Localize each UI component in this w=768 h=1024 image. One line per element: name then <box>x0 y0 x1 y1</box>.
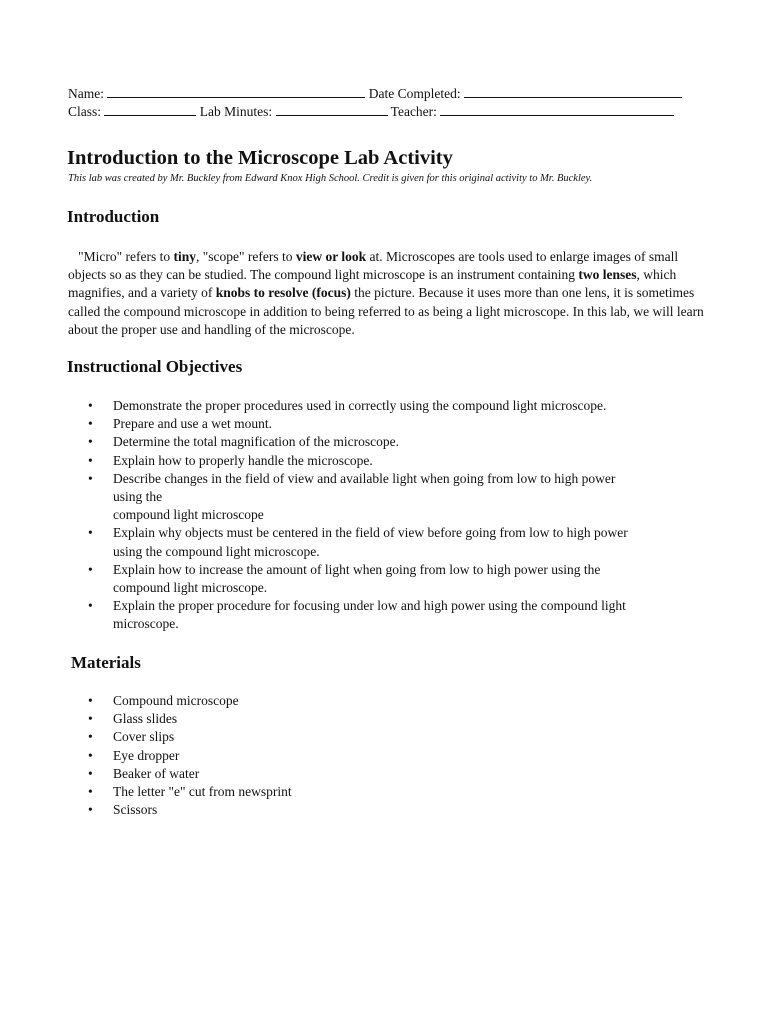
lab-minutes-blank <box>276 103 388 116</box>
objective-line: compound light microscope. <box>113 580 268 596</box>
intro-text-run: at. Microscopes are tools used to enlarge images of small objects so as they can be studied. The compound light microscope is an instrument containing <box>68 249 679 283</box>
intro-text-run: , "scope" refers to <box>196 249 296 264</box>
objective-line: using the <box>113 489 163 505</box>
intro-text-run: the picture. Because it uses more than one lens, it is sometimes called the compound microscope in addition to being referred to as being a light microscope. In this lab, we will learn about the proper use and handling of the microscope. <box>68 285 704 337</box>
intro-bold-term: tiny <box>173 249 197 264</box>
material-item: • Eye dropper <box>68 747 468 765</box>
class-blank <box>104 103 196 116</box>
class-label: Class: <box>68 104 102 119</box>
material-item: • Glass slides <box>68 710 468 728</box>
teacher-blank <box>440 103 674 116</box>
objectives-list <box>68 397 688 634</box>
objective-item <box>68 452 688 470</box>
objective-line: Determine the total magnification of the microscope. <box>113 434 400 450</box>
material-item: • Cover slips <box>68 728 468 746</box>
intro-text-run: , which magnifies, and a variety of <box>68 267 677 301</box>
intro-bold-term: view or look <box>295 249 367 264</box>
objective-item <box>68 397 688 415</box>
lab-minutes-label: Lab Minutes: <box>199 104 273 119</box>
objective-line: Explain how to increase the amount of light when going from low to high power using the <box>113 561 601 577</box>
introduction-paragraph <box>68 248 708 339</box>
date-completed-label: Date Completed: <box>368 86 461 101</box>
objective-line: Prepare and use a wet mount. <box>113 416 272 432</box>
objective-line: Explain why objects must be centered in the field of view before going from low to high power <box>113 525 628 541</box>
introduction-heading: Introduction <box>67 207 160 226</box>
material-item: • Compound microscope <box>68 692 468 710</box>
objective-item <box>68 597 688 633</box>
header-row-2 <box>68 103 674 120</box>
objective-item <box>68 524 688 560</box>
name-blank <box>107 85 365 98</box>
intro-text-run: "Micro" refers to <box>78 249 174 264</box>
intro-bold-term: knobs to resolve (focus) <box>215 285 351 301</box>
material-item: • Beaker of water <box>68 765 468 783</box>
date-completed-blank <box>464 85 682 98</box>
objective-item <box>68 470 688 525</box>
objective-line: Demonstrate the proper procedures used in correctly using the compound light microscope. <box>113 398 607 413</box>
objectives-heading: Instructional Objectives <box>67 357 243 376</box>
objective-line: Explain how to properly handle the microscope. <box>113 452 373 468</box>
objective-item <box>68 433 688 451</box>
objective-line: compound light microscope <box>113 507 264 523</box>
teacher-label: Teacher: <box>390 104 437 119</box>
materials-list <box>68 692 468 819</box>
name-label: Name: <box>68 86 104 101</box>
objective-item <box>68 415 688 433</box>
document-title: Introduction to the Microscope Lab Activity <box>67 147 453 169</box>
material-item: • The letter "e" cut from newsprint <box>68 783 468 801</box>
credit-note: This lab was created by Mr. Buckley from Edward Knox High School. Credit is given for this original activity to Mr. Buckley. <box>68 173 593 184</box>
objective-line: using the compound light microscope. <box>113 543 320 559</box>
intro-bold-term: two lenses <box>578 267 637 283</box>
objective-line: microscope. <box>113 616 179 632</box>
header-row-1 <box>68 85 682 102</box>
objective-line: Describe changes in the field of view and available light when going from low to high power <box>113 470 616 486</box>
material-item: • Scissors <box>68 801 468 819</box>
materials-heading: Materials <box>71 653 141 672</box>
objective-item <box>68 561 688 597</box>
objective-line: Explain the proper procedure for focusing under low and high power using the compound light <box>113 598 626 614</box>
